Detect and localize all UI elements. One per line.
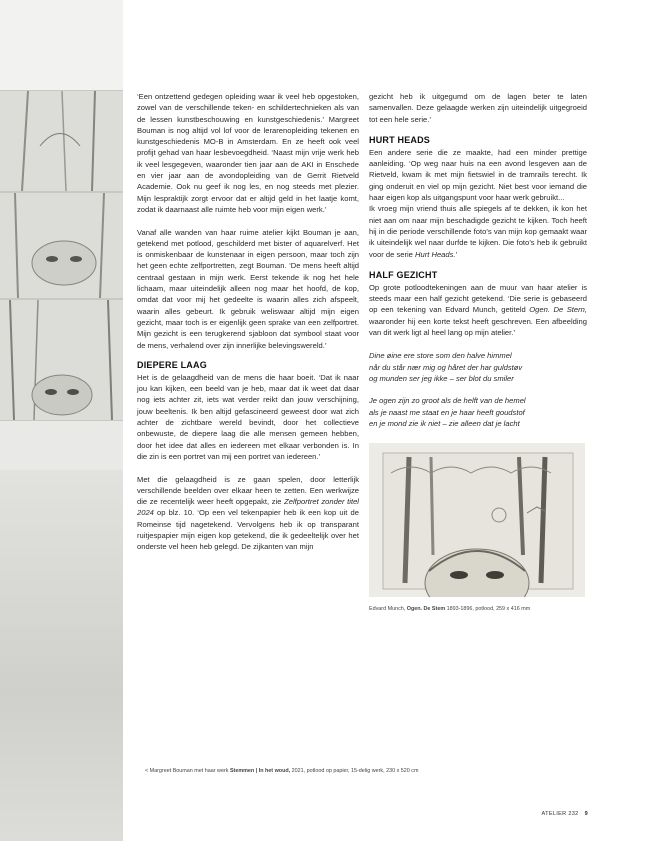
poem-line: når du står nær mig og håret der har guldstøv xyxy=(369,362,523,372)
body-paragraph: Het is de gelaagdheid van de mens die haar boeit. ‘Dat ik naar jou kan kijken, een beeld van je heb, maar dat ik weet dat daar nog iets achter zit, iets wat verder reikt dan jouw verschijning, jouw beeltenis. Ik ben altijd gefascineerd geweest door wat zich achter de zichtbare wereld bevindt, door het collectieve onbewuste, de diepere laag die alle mensen gemeen hebben, door het idee dat alles en iedereen met elkaar verbonden is. In die zin is een portret van mij een portret van iedereen.’ xyxy=(137,372,359,461)
body-paragraph: Een andere serie die ze maakte, had een minder prettige aanleiding. ‘Op weg naar huis na een avond lesgeven aan de Rietveld, kwam ik met mijn fietswiel in de tramrails terecht. Ik ging onderuit en viel op mijn gezicht. Niet best voor iemand die haar eigen kop als uitgangspunt voor haar werk gebruikt... xyxy=(369,147,587,203)
photo-wall xyxy=(0,0,123,90)
right-column xyxy=(369,91,587,613)
caption-title: Ogen. De Stem xyxy=(406,606,446,613)
artwork-title: Ogen. De Stern, xyxy=(529,305,587,315)
caption-prefix: < Margreet Bouman met haar werk xyxy=(145,768,230,774)
body-paragraph xyxy=(369,282,587,338)
section-heading: HALF GEZICHT xyxy=(369,269,438,280)
page-number: 9 xyxy=(584,811,588,817)
series-title: Hurt Heads. xyxy=(415,249,456,259)
body-text: Ik vroeg mijn vriend thuis alle spiegels af te dekken, ik kon het niet aan om naar mijn beschadigde gezicht te kijken. Toch heeft hij in die periode verschillende foto’s van mijn kop gemaakt waar ik uiteindelijk wel naar durfde te kijken. Die foto’s heb ik gebruikt voor de serie xyxy=(369,204,587,259)
body-text: op blz. 10. ‘Op een vel tekenpapier heb ik een kop uit de Romeinse tijd nagetekend. Vervolgens heb ik op transparant ruitjespapier mijn eigen kop getekend, die ik gedeeltelijk over het onderste vel heen heb gelegd. De zijkanten van mijn xyxy=(137,508,359,552)
magazine-name: ATELIER 232 xyxy=(541,811,579,817)
poem-line: en je mond zie ik niet – zie alleen dat je lacht xyxy=(369,418,520,428)
body-paragraph: ‘Een ontzettend gedegen opleiding waar ik veel heb opgestoken, zowel van de verschillende teken- en schildertechnieken als van de lessen kunstbeschouwing en kunstgeschiedenis.’ Margreet Bouman is nog altijd vol lof voor de lerarenopleiding tekenen en kunstgeschiedenis MO-B in Amsterdam. En ze heeft ook veel profijt gehad van haar lesbevoegdheid. ‘Naast mijn vrije werk heb ik veel lesgegeven, waaronder tien jaar aan de AKI in Enschede en vier jaar aan de avondopleiding van de Gerrit Rietveld Academie. Ook nu geef ik nog les, en nog steeds met plezier. Mijn lespraktijk zorgt ervoor dat er altijd geld in het laatje komt, zodat ik daarnaast alle ruimte heb voor mijn eigen werk.’ xyxy=(137,92,359,214)
studio-photo xyxy=(0,0,123,841)
photo-drawing-panel xyxy=(0,90,123,192)
caption-details: 1893-1896, potlood, 259 x 416 mm xyxy=(445,606,531,613)
body-paragraph xyxy=(137,474,359,553)
body-paragraph xyxy=(369,203,587,259)
caption-artist: Edvard Munch, xyxy=(369,606,407,613)
poem-line: als je naast me staat en je haar heeft goudstof xyxy=(369,407,525,417)
poem-line: og munden ser jeg ikke – ser blot du smiler xyxy=(369,373,514,383)
caption-title: Stemmen | In het woud, xyxy=(229,768,291,774)
photo-drawing-panel xyxy=(0,299,123,421)
poem-line: Je ogen zijn zo groot als de helft van de hemel xyxy=(369,396,526,406)
body-text: ’ xyxy=(455,249,458,259)
poem-norwegian xyxy=(369,350,587,384)
body-text: waaronder hij een korte tekst heeft geschreven. Een afbeelding van dit werk ligt al heel lang op mijn atelier.’ xyxy=(369,316,587,338)
body-text: Op grote potloodtekeningen aan de muur van haar atelier is steeds maar een half gezicht getekend. ‘Die serie is gebaseerd op een tekening van Edvard Munch, getiteld xyxy=(369,282,587,315)
photo-caption xyxy=(145,768,585,775)
munch-drawing-image xyxy=(369,443,585,597)
photo-drawing-panel xyxy=(0,192,123,299)
caption-details: 2021, potlood op papier, 15-delig werk, 230 x 520 cm xyxy=(290,768,419,774)
page-footer xyxy=(520,811,588,818)
photo-floor xyxy=(0,470,123,841)
poem-line: Dine øine ere store som den halve himmel xyxy=(369,351,512,361)
left-column xyxy=(137,91,359,553)
section-heading: DIEPERE LAAG xyxy=(137,359,207,370)
poem-dutch xyxy=(369,395,587,429)
body-paragraph: Vanaf alle wanden van haar ruime atelier kijkt Bouman je aan, getekend met potlood, geschilderd met bister of aquarelverf. Het is onmiskenbaar de kunstenaar in eigen persoon, maar toch zijn het geen echte zelfportretten, zegt Bouman. ‘De mens heeft altijd centraal gestaan in mijn werk. Eerst tekende ik nog het hele lichaam, maar uiteindelijk alleen nog maar het hoofd, de kop, omdat dat voor mij het gedeelte is waarin alles zich afspeelt, waarin alles gebeurt. Ik gebruik weliswaar altijd mijn eigen gezicht, maar toch is er eigenlijk geen sprake van een zelfportret. Mijn gezicht is een terugkerend sjabloon dat symbool staat voor de mens, verhalend over zijn innerlijke belevingswereld.’ xyxy=(137,227,359,350)
section-heading: HURT HEADS xyxy=(369,134,431,145)
artwork-title: Zelfportret zonder titel 2024 xyxy=(137,497,359,518)
body-text: Met die gelaagdheid is ze gaan spelen, door letterlijk verschillende beelden over elkaar heen te zetten. Een werkwijze die ze recentelijk weer heeft opgepakt, zie xyxy=(137,474,359,507)
body-paragraph: gezicht heb ik uitgegumd om de lagen beter te laten samenvallen. Deze gelaagde werken zijn uiteindelijk uitgegroeid tot een hele serie.’ xyxy=(369,92,587,124)
figure-caption xyxy=(369,606,587,613)
